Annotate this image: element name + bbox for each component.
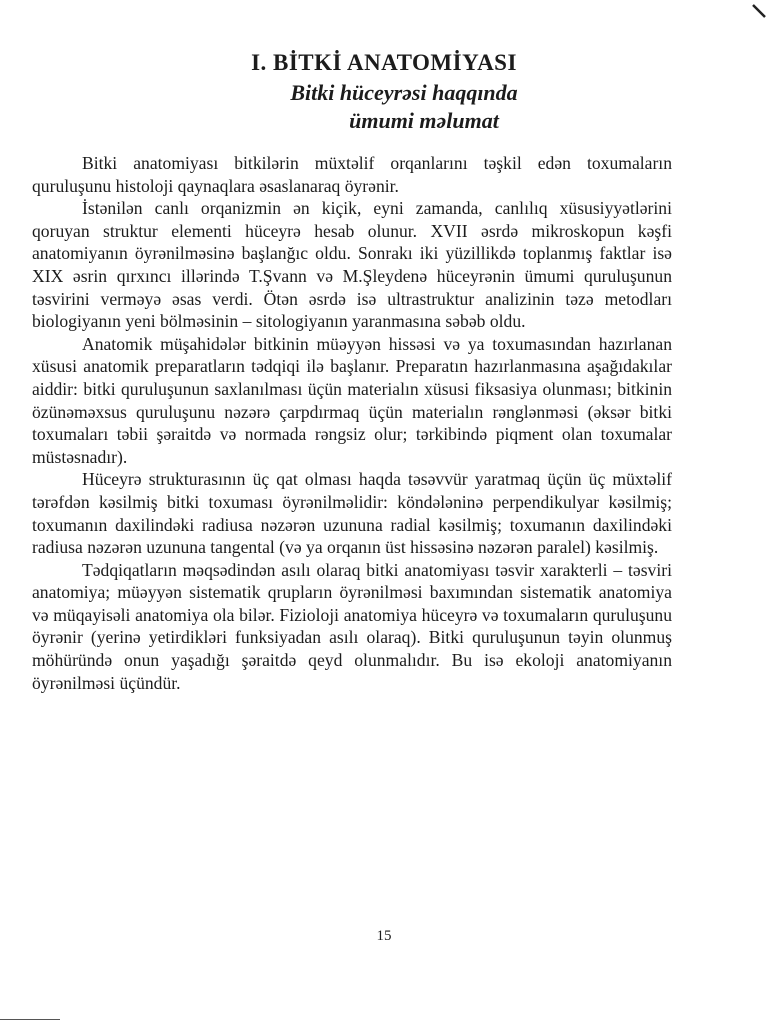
paragraph-4: Hüceyrə strukturasının üç qat olması haqda təsəvvür yaratmaq üçün üç müxtəlif tərəfdən kəsilmiş bitki toxuması öyrənilməlidir: köndələninə perpendikulyar kəsilmiş; toxumanın daxilindəki radiusa nəzərən uzununa radial kəsilmiş; toxumanın daxilindəki radiusa nəzərən uzununa tangental (və ya orqanın üst hissəsinə nəzərən paralel) kəsilmiş. [32, 469, 672, 558]
scan-edge-line [0, 1019, 60, 1020]
scan-corner-mark [752, 4, 766, 18]
page-number: 15 [376, 928, 392, 944]
section-subtitle-line2: ümumi məlumat [349, 108, 499, 133]
paragraph-3: Anatomik müşahidələr bitkinin müəyyən hissəsi və ya toxumasından hazırlanan xüsusi anatomik preparatların tədqiqi ilə başlanır. Preparatın hazırlanmasına aşağıdakılar aiddir: bitki quruluşunun saxlanılması üçün materialın xüsusi fiksasiya olunması; bitkinin özünəməxsus quruluşunu nəzərə çarpdırmaq üçün materialın rənglənməsi (əksər bitki toxumaları təbii şəraitdə və normada rəngsiz olur; tərkibində piqment olan toxumalar müstəsnadır). [32, 333, 672, 467]
chapter-title: I. BİTKİ ANATOMİYASI [251, 50, 517, 75]
paragraph-2: İstənilən canlı orqanizmin ən kiçik, eyni zamanda, canlılıq xüsusiyyətlərini qoruyan struktur elementi hüceyrə hesab olunur. XVII əsrdə mikroskopun kəşfi anatomiyanın öyrənilməsinə başlanğıc oldu. Sonrakı iki yüzillikdə toplanmış faktlar isə XIX əsrin qırxıncı illərində T.Şvann və M.Şleydenə hüceyrənin ümumi quruluşunun təsvirini verməyə əsas verdi. Ötən əsrdə isə ultrastruktur analizinin təzə metodları biologiyanın yeni bölməsinin – sitologiyanın yaranmasına səbəb oldu. [32, 198, 672, 332]
paragraph-1: Bitki anatomiyası bitkilərin müxtəlif orqanlarını təşkil edən toxumaların quruluşunu histoloji qaynaqlara əsaslanaraq öyrənir. [32, 153, 672, 196]
section-subtitle-line1: Bitki hüceyrəsi haqqında [290, 80, 518, 105]
paragraph-5: Tədqiqatların məqsədindən asılı olaraq bitki anatomiyası təsvir xarakterli – təsviri anatomiya; müəyyən sistematik qrupların öyrənilməsi baxımından sistematik anatomiya və müqayisəli anatomiya ola bilər. Fizioloji anatomiya hüceyrə və toxumaların quruluşunu öyrənir (yerinə yetirdikləri funksiyadan asılı olaraq). Bitki quruluşunun təyin olunmuş möhüründə onun yaşadığı şəraitdə qeyd olunmalıdır. Bu isə ekoloji anatomiyanın öyrənilməsi üçündür. [32, 559, 672, 693]
body-text [32, 152, 672, 694]
